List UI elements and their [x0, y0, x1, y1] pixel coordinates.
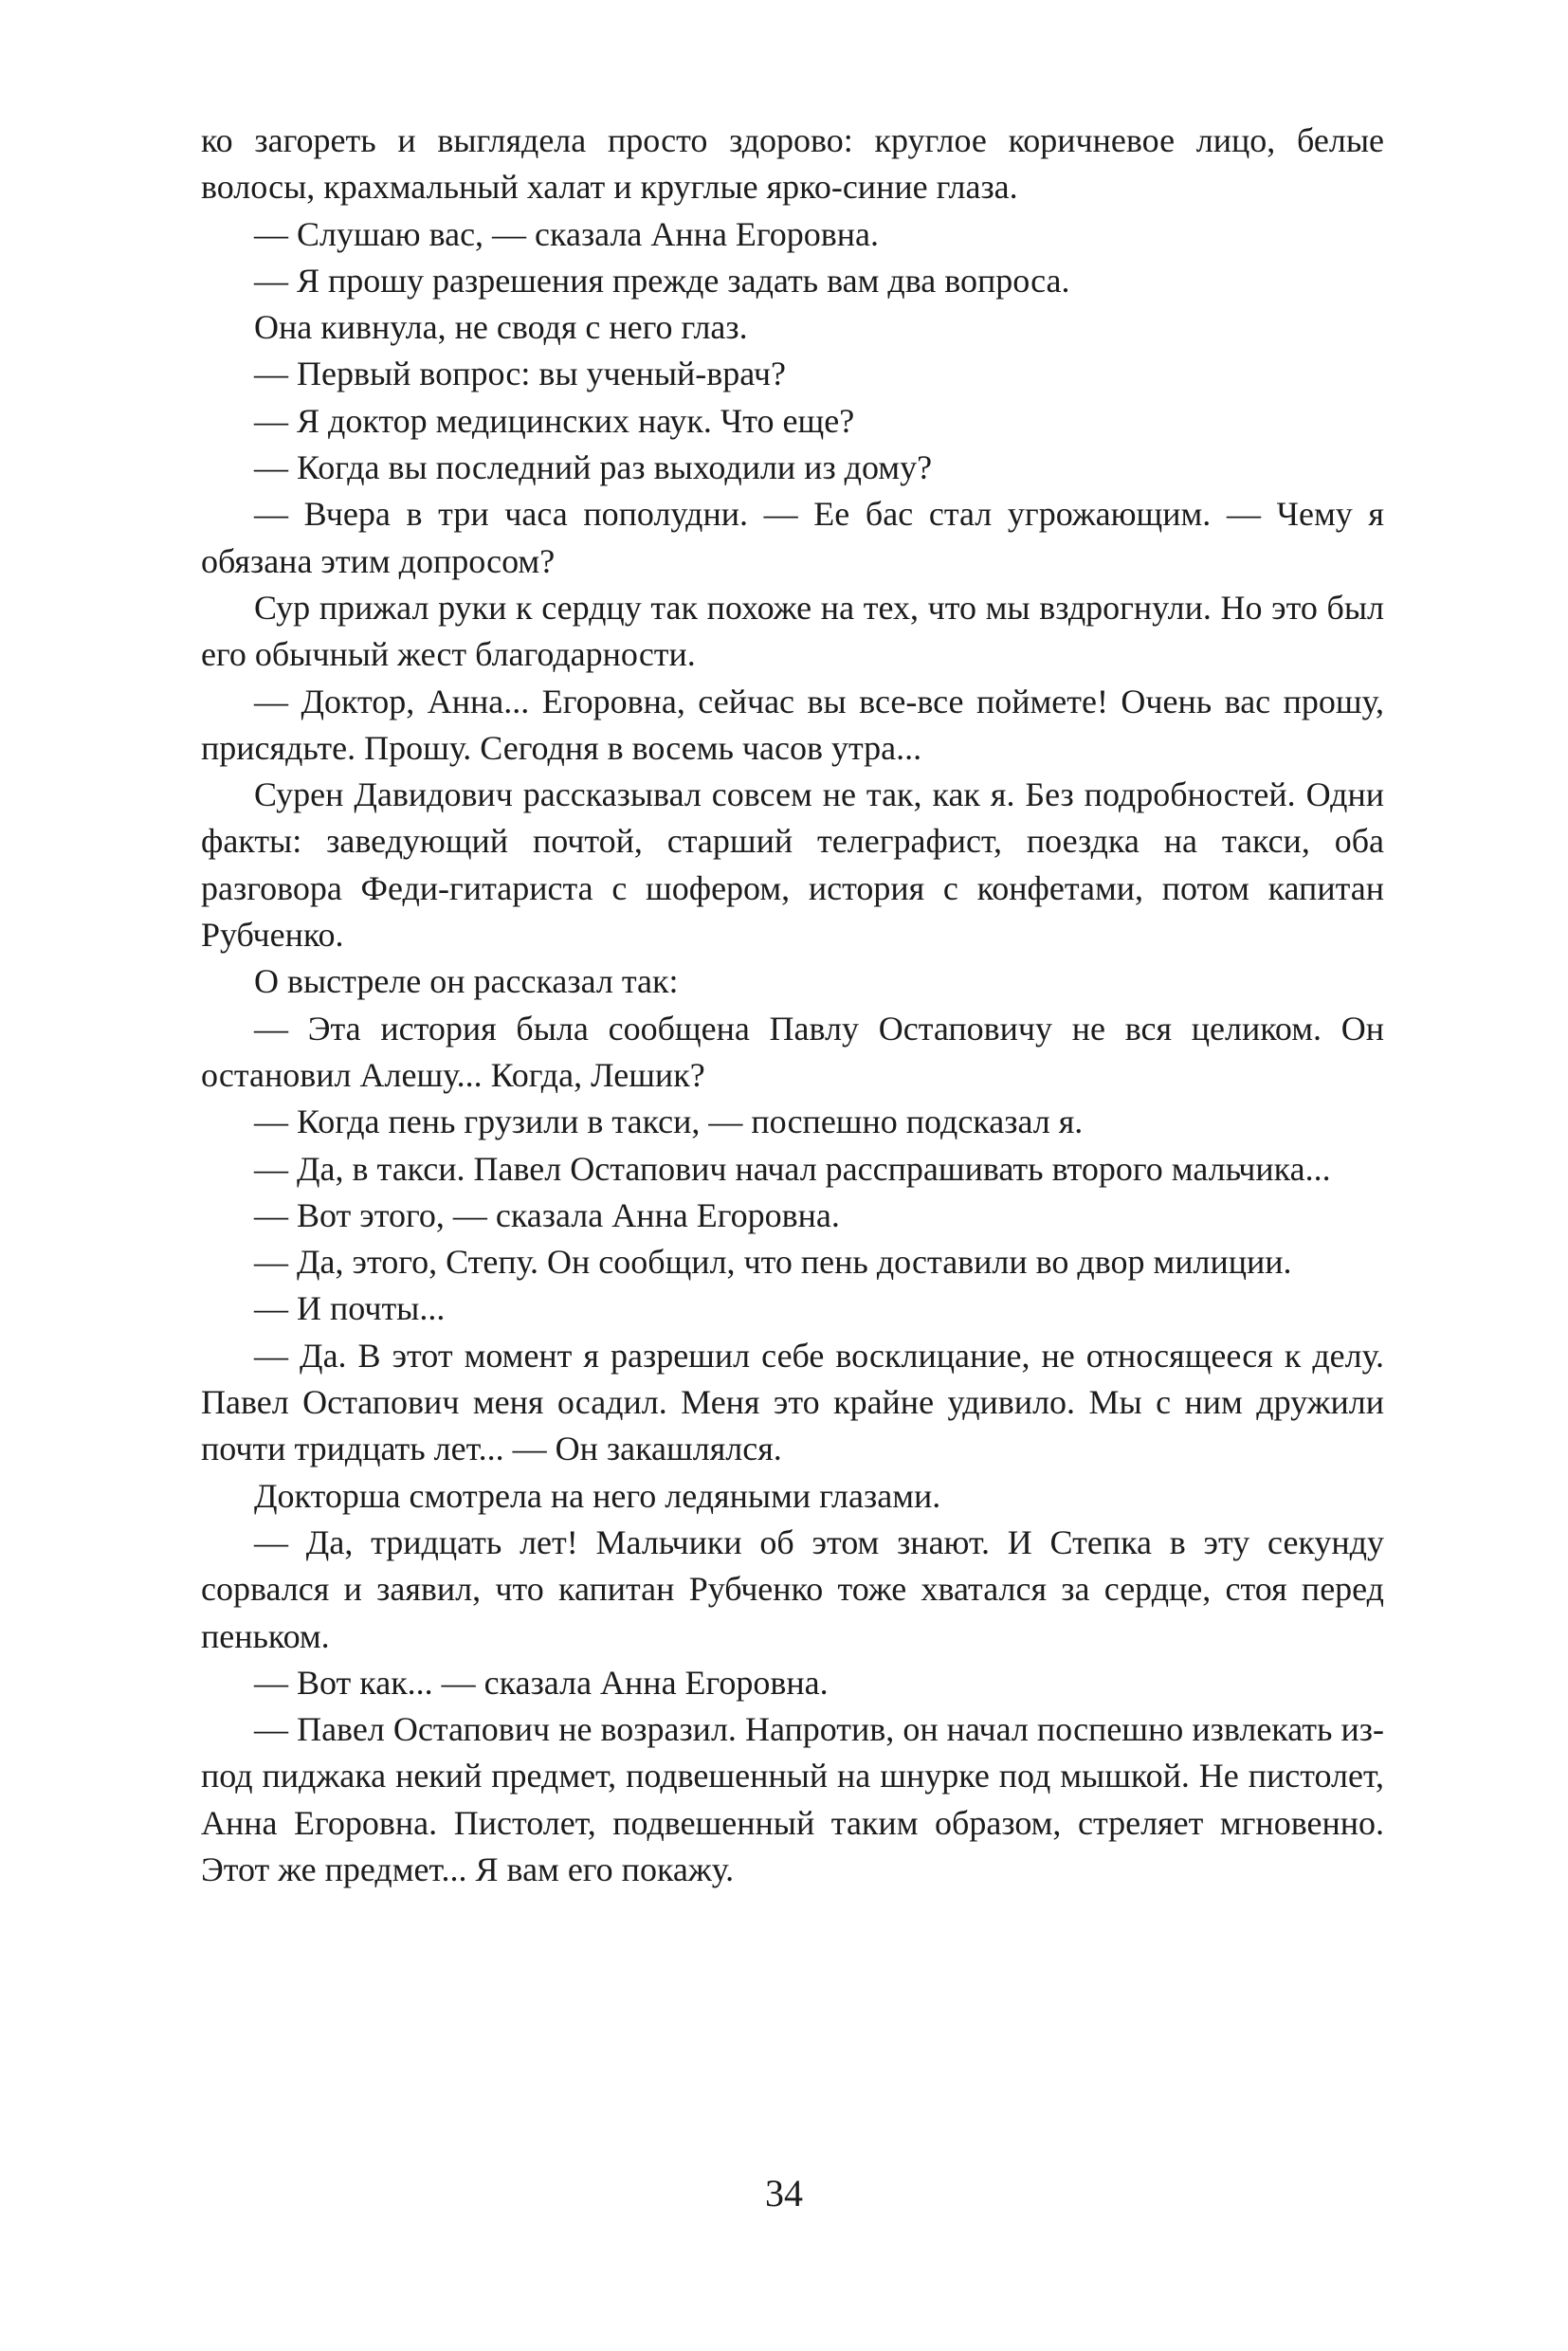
paragraph: — Вчера в три часа пополудни. — Ее бас стал угрожающим. — Чему я обязана этим допросом? — [201, 495, 1384, 580]
paragraph: — Эта история была сообщена Павлу Остаповичу не вся целиком. Он остановил Алешу... Когда, Лешик? — [201, 1009, 1384, 1094]
paragraph: Сурен Давидович рассказывал совсем не так, как я. Без подробностей. Одни факты: заведующий почтой, старший телеграфист, поездка на такси, оба разговора Феди-гитариста с шофером, история с конфетами, потом капитан Рубченко. — [201, 775, 1384, 955]
body-text — [201, 118, 1384, 1893]
paragraph: Сур прижал руки к сердцу так похоже на тех, что мы вздрогнули. Но это был его обычный жест благодарности. — [201, 588, 1384, 674]
paragraph: О выстреле он рассказал так: — [254, 962, 679, 1001]
paragraph: Докторша смотрела на него ледяными глазами. — [254, 1476, 941, 1515]
paragraph: — Да, тридцать лет! Мальчики об этом знают. И Степка в эту секунду сорвался и заявил, что капитан Рубченко тоже хватался за сердце, стоя перед пеньком. — [201, 1522, 1384, 1655]
paragraph: — Когда вы последний раз выходили из дому? — [254, 448, 933, 487]
paragraph: — Доктор, Анна... Егоровна, сейчас вы все-все поймете! Очень вас прошу, присядьте. Прошу. Сегодня в восемь часов утра... — [201, 682, 1384, 767]
paragraph: — Да, в такси. Павел Остапович начал расспрашивать второго мальчика... — [254, 1149, 1331, 1188]
paragraph: — Да. В этот момент я разрешил себе восклицание, не относящееся к делу. Павел Остапович меня осадил. Меня это крайне удивило. Мы с ним дружили почти тридцать лет... — Он закашлялся. — [201, 1336, 1384, 1468]
page-number: 34 — [765, 2172, 803, 2214]
paragraph: — Слушаю вас, — сказала Анна Егоровна. — [254, 214, 880, 253]
paragraph: — Вот как... — сказала Анна Егоровна. — [254, 1663, 829, 1702]
paragraph: — И почты... — [254, 1289, 446, 1328]
paragraph: — Вот этого, — сказала Анна Егоровна. — [254, 1195, 840, 1234]
paragraph: — Первый вопрос: вы ученый-врач? — [254, 355, 786, 393]
paragraph: — Я доктор медицинских наук. Что еще? — [254, 401, 855, 440]
paragraph: — Я прошу разрешения прежде задать вам два вопроса. — [254, 261, 1070, 300]
paragraph: — Да, этого, Степу. Он сообщил, что пень доставили во двор милиции. — [254, 1243, 1292, 1282]
paragraph: Она кивнула, не сводя с него глаз. — [254, 308, 748, 347]
paragraph: — Павел Остапович не возразил. Напротив, он начал поспешно извлекать из-под пиджака некий предмет, подвешенный на шнурке под мышкой. Не пистолет, Анна Егоровна. Пистолет, подвешенный таким образом, стреляет мгновенно. Этот же предмет... Я вам его покажу. — [201, 1710, 1384, 1888]
paragraph: ко загореть и выглядела просто здорово: круглое коричневое лицо, белые волосы, крахмальный халат и круглые ярко-синие глаза. — [201, 121, 1384, 207]
paragraph: — Когда пень грузили в такси, — поспешно подсказал я. — [254, 1103, 1084, 1141]
